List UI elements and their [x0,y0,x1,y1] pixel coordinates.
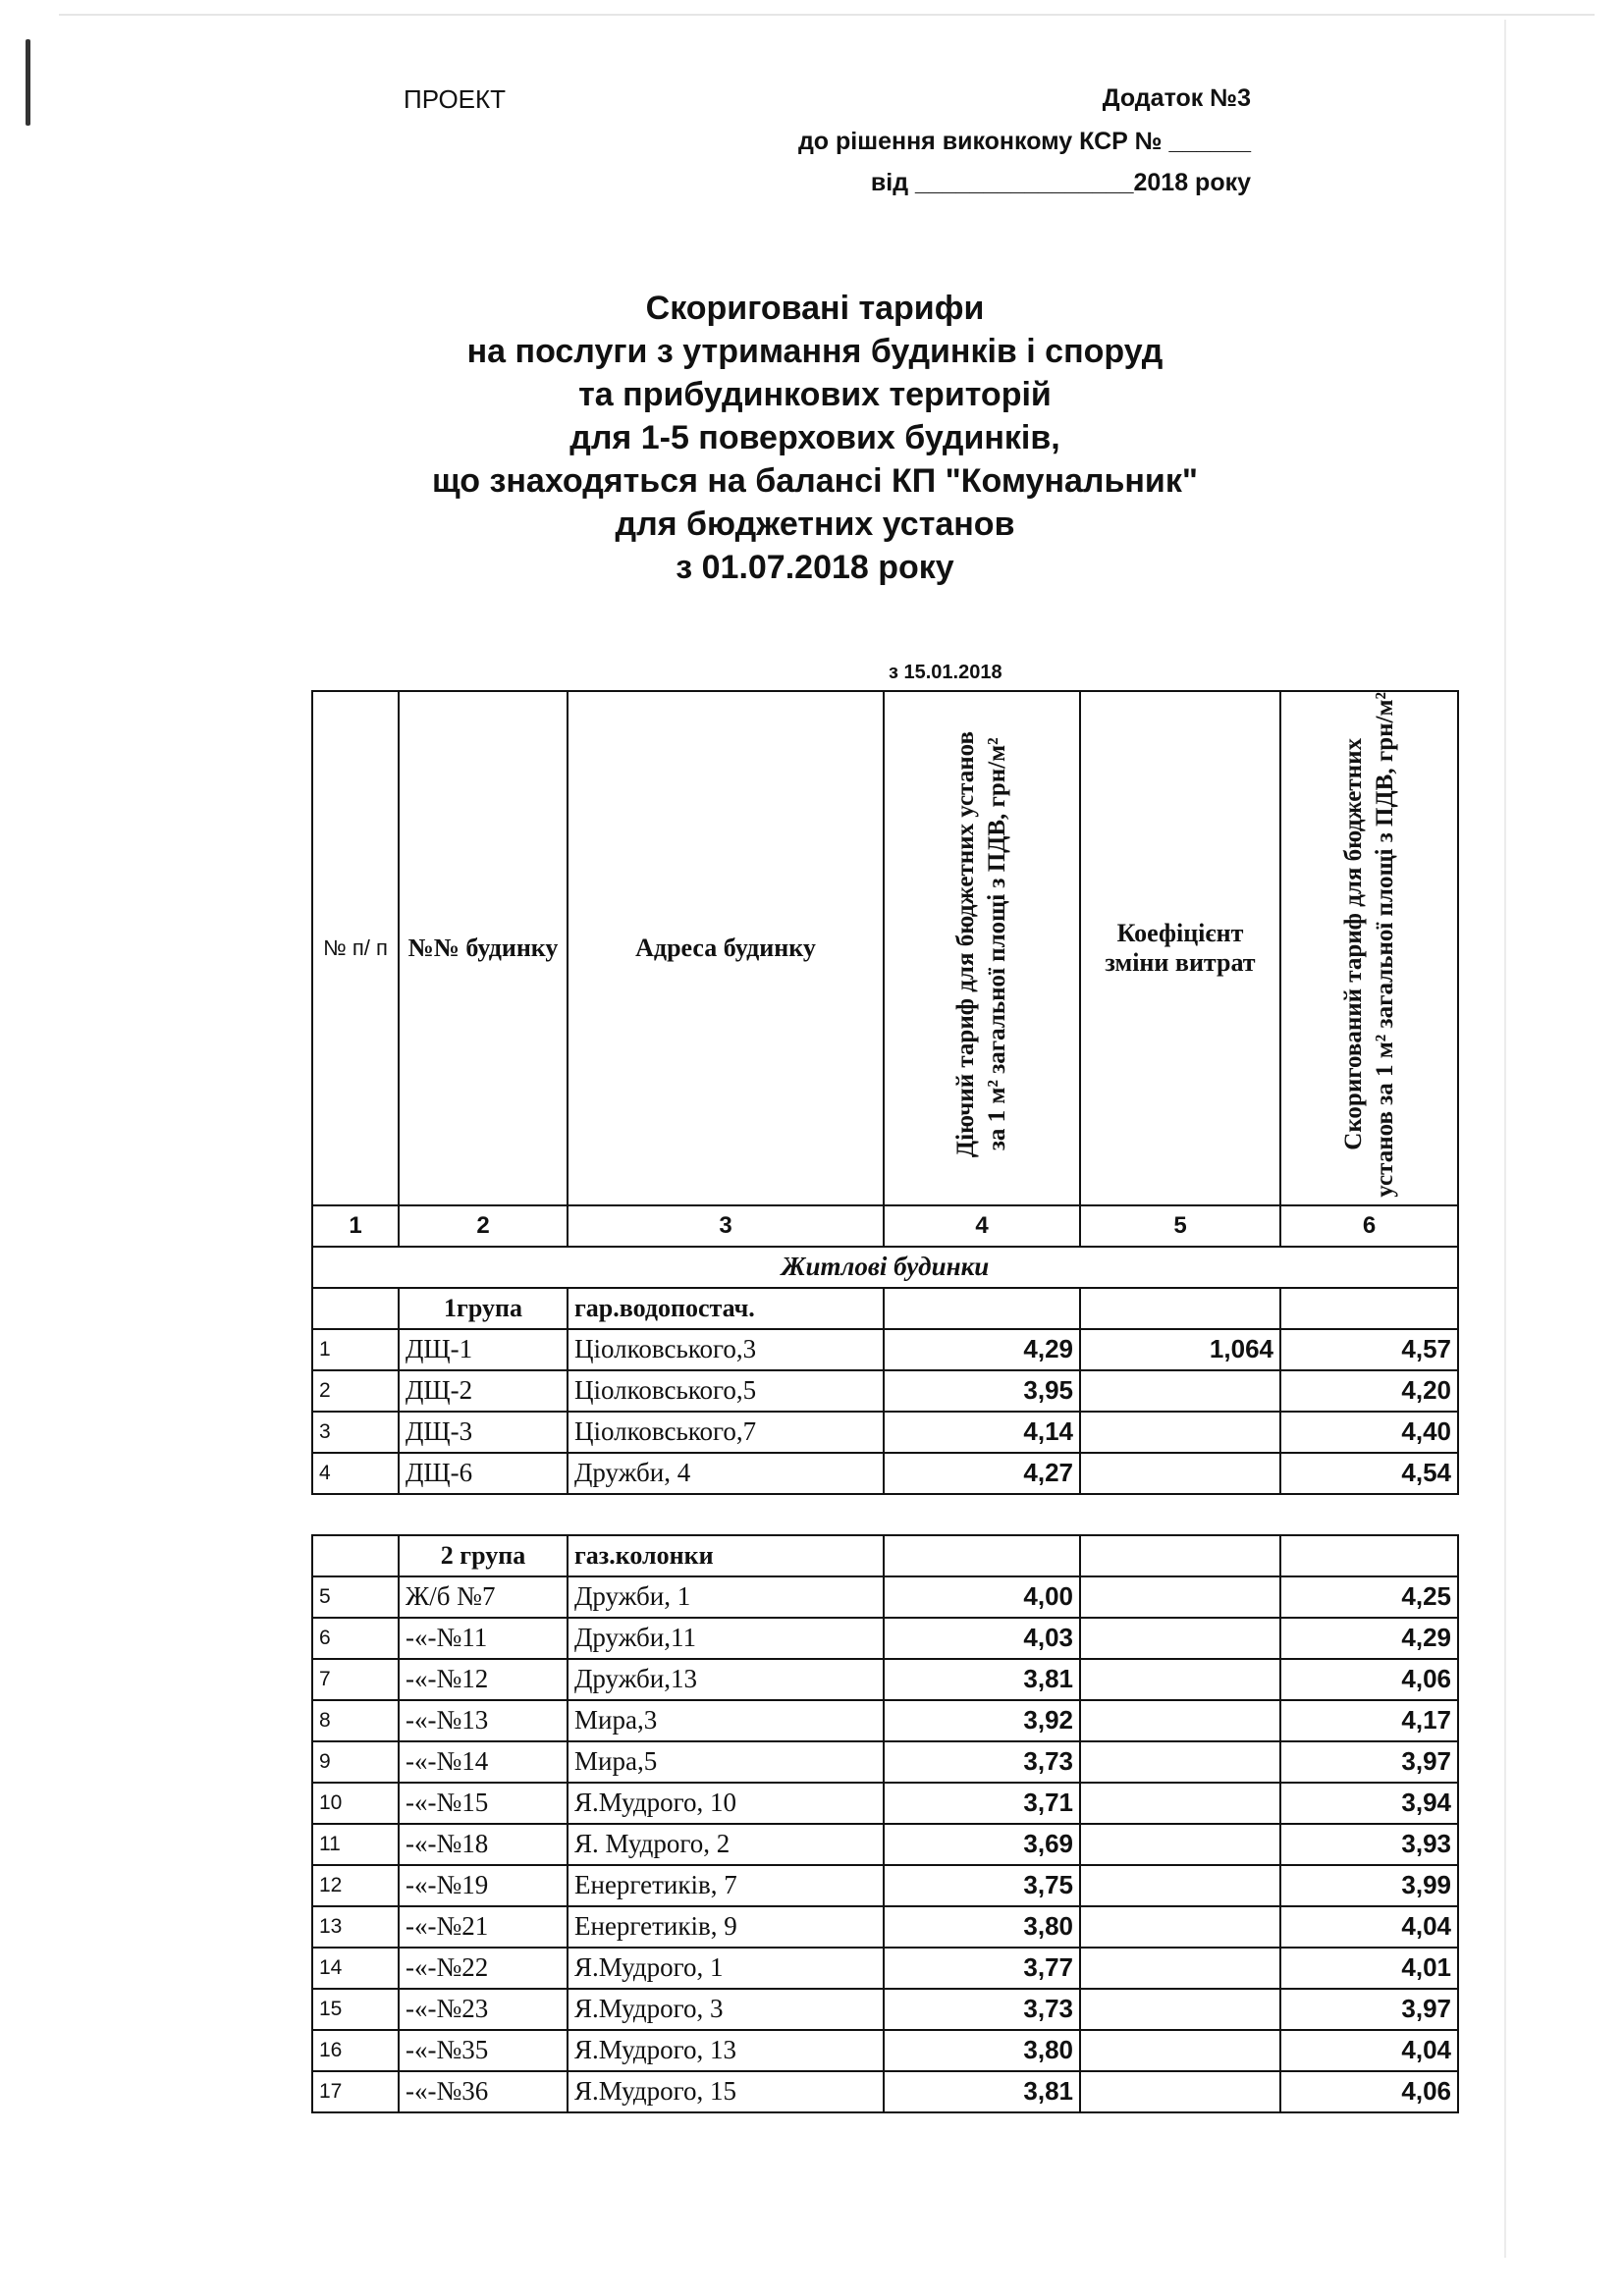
house-code: -«-№14 [399,1741,568,1783]
row-number: 15 [312,1989,399,2030]
new-tariff: 4,54 [1280,1453,1458,1494]
house-code: Ж/б №7 [399,1576,568,1618]
title-line: для бюджетних установ [615,506,1015,543]
change-coefficient [1080,1576,1280,1618]
table-row [312,1329,1458,1370]
change-coefficient [1080,1700,1280,1741]
current-tariff: 3,80 [884,2030,1080,2071]
column-number-row [312,1205,1458,1247]
current-tariff: 3,81 [884,2071,1080,2112]
new-tariff: 4,01 [1280,1948,1458,1989]
new-tariff-text: Скоригований тариф для бюджетних установ за 1 м² загальної площі з ПДВ, грн/м² [1339,692,1398,1198]
house-address: Я.Мудрого, 3 [568,1989,884,2030]
table-row [312,1824,1458,1865]
new-tariff: 4,06 [1280,1659,1458,1700]
house-code: -«-№13 [399,1700,568,1741]
change-coefficient [1080,1370,1280,1412]
house-code: -«-№18 [399,1824,568,1865]
table-row [312,1865,1458,1906]
group-name: 1група [399,1288,568,1329]
house-address: Дружби,11 [568,1618,884,1659]
current-tariff: 4,00 [884,1576,1080,1618]
house-code: -«-№15 [399,1783,568,1824]
group-spacer [312,1494,1458,1535]
new-tariff: 4,29 [1280,1618,1458,1659]
document-title [324,287,1306,589]
decision-reference: до рішення виконкому КСР № ______ [797,128,1251,155]
title-line: на послуги з утримання будинків і споруд [466,333,1164,370]
new-tariff: 3,94 [1280,1783,1458,1824]
header-coefficient: Коефіцієнт зміни витрат [1080,691,1280,1205]
column-number: 1 [312,1205,399,1247]
title-line: що знаходяться на балансі КП "Комунальник" [432,462,1198,500]
title-line: Скориговані тарифи [645,290,985,327]
column-number: 5 [1080,1205,1280,1247]
appendix-number: Додаток №3 [1102,84,1251,112]
row-number: 13 [312,1906,399,1948]
table-row [312,1659,1458,1700]
house-address: Ціолковського,3 [568,1329,884,1370]
table-row [312,1370,1458,1412]
change-coefficient [1080,1453,1280,1494]
project-label: ПРОЕКТ [404,84,507,114]
current-tariff: 3,73 [884,1741,1080,1783]
title-line: з 01.07.2018 року [676,549,954,586]
title-line: для 1-5 поверхових будинків, [569,419,1060,456]
change-coefficient [1080,1659,1280,1700]
section-row [312,1247,1458,1288]
header-no: № п/ п [312,691,399,1205]
header-house: №№ будинку [399,691,568,1205]
row-number: 9 [312,1741,399,1783]
row-number: 8 [312,1700,399,1741]
row-number: 16 [312,2030,399,2071]
change-coefficient [1080,1824,1280,1865]
header-row [312,691,1458,1205]
house-address: Дружби,13 [568,1659,884,1700]
house-address: Я.Мудрого, 10 [568,1783,884,1824]
current-tariff: 3,81 [884,1659,1080,1700]
row-number: 17 [312,2071,399,2112]
new-tariff: 4,57 [1280,1329,1458,1370]
scan-binding-mark [26,39,30,126]
group-row [312,1535,1458,1576]
row-number: 6 [312,1618,399,1659]
current-tariff: 3,71 [884,1783,1080,1824]
row-number: 4 [312,1453,399,1494]
house-code: -«-№35 [399,2030,568,2071]
change-coefficient [1080,1783,1280,1824]
table-row [312,1989,1458,2030]
new-tariff: 3,97 [1280,1741,1458,1783]
table-row [312,2030,1458,2071]
house-code: -«-№22 [399,1948,568,1989]
header-address: Адреса будинку [568,691,884,1205]
new-tariff: 3,99 [1280,1865,1458,1906]
table-row [312,2071,1458,2112]
table-row [312,1412,1458,1453]
current-tariff-text: Діючий тариф для бюджетних установ за 1 м² загальної площі з ПДВ, грн/м² [952,731,1010,1158]
current-tariff: 4,29 [884,1329,1080,1370]
group-type: гар.водопостач. [568,1288,884,1329]
group-name: 2 група [399,1535,568,1576]
house-code: -«-№12 [399,1659,568,1700]
change-coefficient [1080,2030,1280,2071]
column-number: 6 [1280,1205,1458,1247]
house-code: ДЩ-6 [399,1453,568,1494]
new-tariff: 3,97 [1280,1989,1458,2030]
house-address: Я. Мудрого, 2 [568,1824,884,1865]
row-number: 5 [312,1576,399,1618]
table-row [312,1948,1458,1989]
row-number: 11 [312,1824,399,1865]
change-coefficient [1080,1741,1280,1783]
house-address: Ціолковського,5 [568,1370,884,1412]
change-coefficient [1080,1989,1280,2030]
column-number: 4 [884,1205,1080,1247]
table-row [312,1700,1458,1741]
new-tariff: 4,25 [1280,1576,1458,1618]
current-tariff: 3,73 [884,1989,1080,2030]
change-coefficient [1080,2071,1280,2112]
change-coefficient [1080,1412,1280,1453]
section-title: Житлові будинки [312,1247,1458,1288]
table-row [312,1453,1458,1494]
house-address: Ціолковського,7 [568,1412,884,1453]
house-code: -«-№21 [399,1906,568,1948]
house-address: Я.Мудрого, 13 [568,2030,884,2071]
current-tariff: 4,27 [884,1453,1080,1494]
change-coefficient [1080,1865,1280,1906]
tariff-table [311,690,1459,2113]
change-coefficient [1080,1948,1280,1989]
period-label: з 15.01.2018 [889,662,1002,683]
house-code: ДЩ-3 [399,1412,568,1453]
scan-right-edge [1504,20,1506,2258]
row-number: 12 [312,1865,399,1906]
house-code: -«-№11 [399,1618,568,1659]
new-tariff: 3,93 [1280,1824,1458,1865]
house-code: -«-№36 [399,2071,568,2112]
column-number: 3 [568,1205,884,1247]
table-row [312,1906,1458,1948]
column-number: 2 [399,1205,568,1247]
current-tariff: 3,77 [884,1948,1080,1989]
title-line: та прибудинкових територій [578,376,1052,413]
row-number: 3 [312,1412,399,1453]
house-code: -«-№19 [399,1865,568,1906]
row-number: 7 [312,1659,399,1700]
current-tariff: 4,03 [884,1618,1080,1659]
current-tariff: 3,75 [884,1865,1080,1906]
house-code: ДЩ-2 [399,1370,568,1412]
change-coefficient [1080,1906,1280,1948]
new-tariff: 4,40 [1280,1412,1458,1453]
house-address: Енергетиків, 9 [568,1906,884,1948]
current-tariff: 3,92 [884,1700,1080,1741]
new-tariff: 4,04 [1280,2030,1458,2071]
house-address: Я.Мудрого, 15 [568,2071,884,2112]
table-row [312,1783,1458,1824]
house-address: Я.Мудрого, 1 [568,1948,884,1989]
table-row [312,1618,1458,1659]
house-code: ДЩ-1 [399,1329,568,1370]
house-address: Мира,5 [568,1741,884,1783]
new-tariff: 4,06 [1280,2071,1458,2112]
group-row [312,1288,1458,1329]
house-code: -«-№23 [399,1989,568,2030]
row-number: 14 [312,1948,399,1989]
current-tariff: 3,95 [884,1370,1080,1412]
current-tariff: 4,14 [884,1412,1080,1453]
house-address: Дружби, 4 [568,1453,884,1494]
table-row [312,1741,1458,1783]
header-new-tariff [1280,691,1458,1205]
group-type: газ.колонки [568,1535,884,1576]
row-number: 1 [312,1329,399,1370]
change-coefficient: 1,064 [1080,1329,1280,1370]
new-tariff: 4,17 [1280,1700,1458,1741]
change-coefficient [1080,1618,1280,1659]
house-address: Дружби, 1 [568,1576,884,1618]
new-tariff: 4,04 [1280,1906,1458,1948]
header-current-tariff [884,691,1080,1205]
current-tariff: 3,80 [884,1906,1080,1948]
row-number: 10 [312,1783,399,1824]
house-address: Мира,3 [568,1700,884,1741]
decision-date: від ________________2018 року [870,169,1251,196]
new-tariff: 4,20 [1280,1370,1458,1412]
row-number: 2 [312,1370,399,1412]
table-row [312,1576,1458,1618]
current-tariff: 3,69 [884,1824,1080,1865]
scan-top-edge [59,14,1595,16]
house-address: Енергетиків, 7 [568,1865,884,1906]
